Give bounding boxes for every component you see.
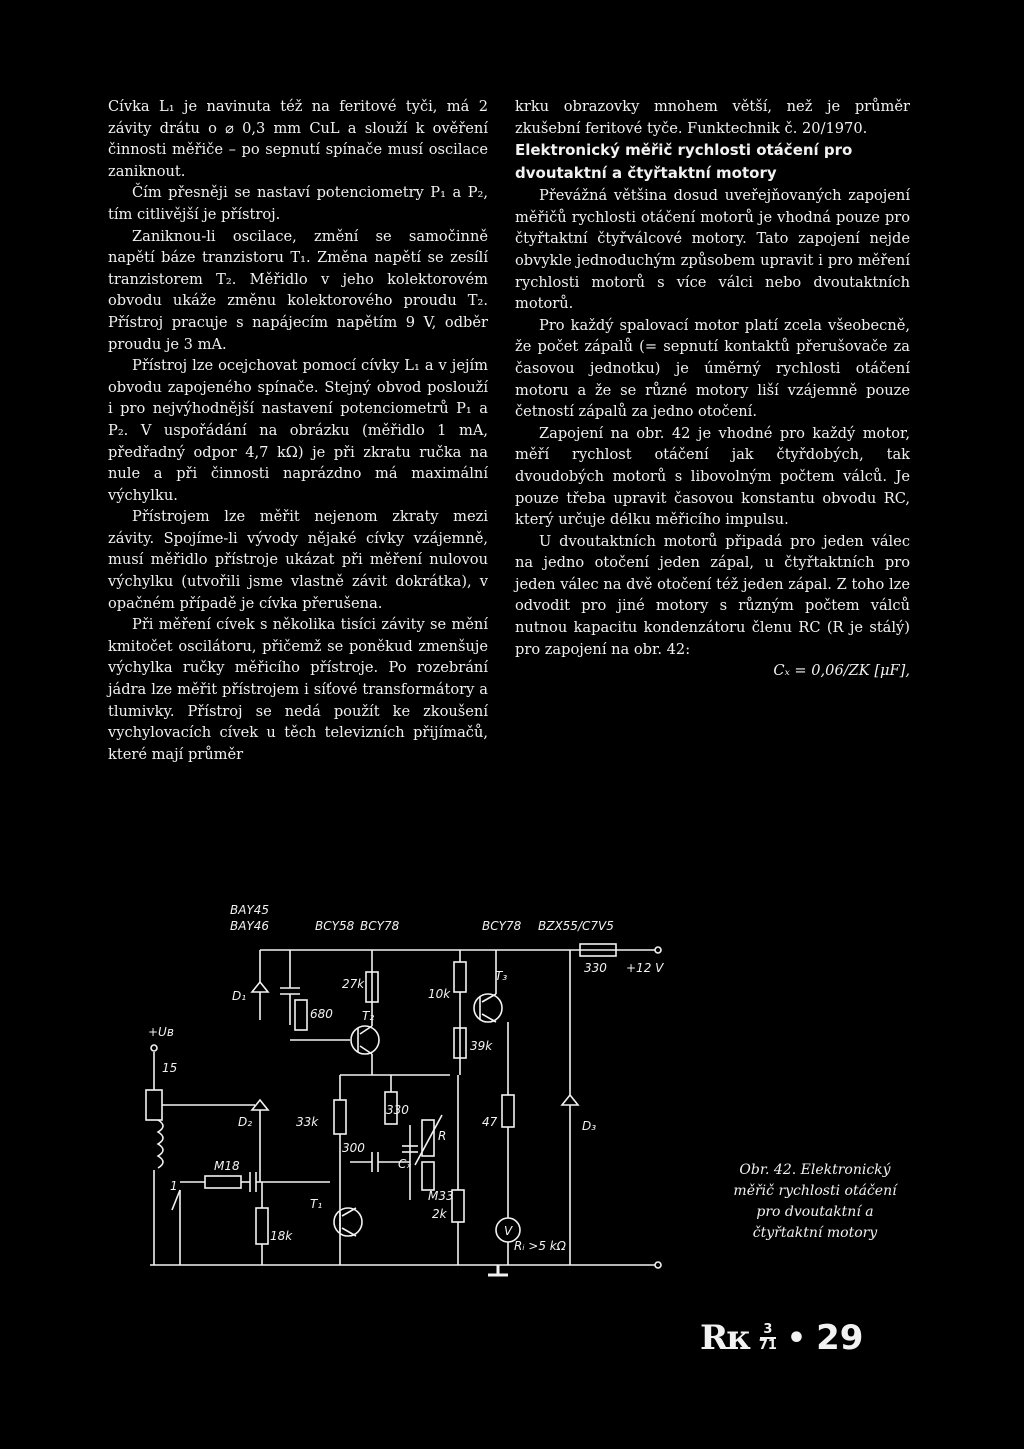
label: 300 bbox=[342, 1141, 365, 1155]
ignition-coil-icon bbox=[158, 1120, 163, 1168]
label: +Uʙ bbox=[148, 1025, 174, 1039]
page-footer bbox=[700, 1318, 863, 1358]
label: BAY46 bbox=[230, 919, 270, 933]
resistor-m18 bbox=[205, 1176, 241, 1188]
magazine-logo: Rᴋ bbox=[700, 1318, 749, 1358]
page-number: 29 bbox=[816, 1318, 864, 1358]
resistor-2k bbox=[452, 1190, 464, 1222]
supply-terminal bbox=[655, 947, 661, 953]
label: V bbox=[504, 1224, 513, 1238]
label: 15 bbox=[162, 1061, 178, 1075]
paragraph: Zapojení na obr. 42 je vhodné pro každý motor, měří rychlost otáčení jak čtyřdobých, tak dvoudobých motorů s libovolným počtem válců. Je pouze třeba upravit časovou konstantu obvodu RC, který určuje délku měřicího impulsu. bbox=[515, 424, 910, 529]
paragraph: Přístrojem lze měřit nejenom zkraty mezi závity. Spojíme-li vývody nějaké cívky vzájemně, musí měřidlo přístroje ukázat při měření nulovou výchylku (utvořili jsme vlastně závit dokrátka), v opačném případě je cívka přerušena. bbox=[108, 508, 488, 612]
resistor-r-variable bbox=[422, 1120, 434, 1156]
paragraph: Zaniknou-li oscilace, změní se samočinně napětí báze tranzistoru T₁. Změna napětí se zesílí tranzistorem T₂. Měřidlo v jeho kolektorovém obvodu ukáže změnu kolektorového proudu T₂. Přístroj pracuje s napájecím napětím 9 V, odběr proudu je 3 mA. bbox=[108, 227, 488, 353]
left-text-column bbox=[108, 96, 488, 765]
resistor-m33 bbox=[422, 1162, 434, 1190]
label: M18 bbox=[214, 1159, 240, 1173]
bullet-icon: • bbox=[786, 1320, 807, 1356]
label: T₁ bbox=[310, 1197, 323, 1211]
paragraph: Pro každý spalovací motor platí zcela všeobecně, že počet zápalů (= sepnutí kontaktů přerušovače za časovou jednotku) je úměrný rychlosti otáčení motoru a že se různé motory liší vzájemně pouze četností zápalů za jedno otočení. bbox=[515, 316, 910, 421]
diode-d1-icon bbox=[252, 982, 268, 992]
label: 39k bbox=[470, 1039, 493, 1053]
label: D₂ bbox=[238, 1115, 253, 1129]
label: Cₓ bbox=[398, 1157, 412, 1171]
resistor-33k bbox=[334, 1100, 346, 1134]
paragraph-continuation: krku obrazovky mnohem větší, než je průměr zkušební feritové tyče. Funktechnik č. 20/1970. bbox=[515, 98, 910, 137]
label: T₃ bbox=[495, 969, 508, 983]
label: M33 bbox=[428, 1189, 454, 1203]
label: 27k bbox=[342, 977, 365, 991]
label: Rᵢ >5 kΩ bbox=[514, 1239, 566, 1253]
ground-terminal bbox=[655, 1262, 661, 1268]
label: 330 bbox=[386, 1103, 409, 1117]
label: +12 V bbox=[626, 961, 664, 975]
paragraph: U dvoutaktních motorů připadá pro jeden válec na jedno otočení jeden zápal, u čtyřtaktních pro jeden válec na dvě otočení též jeden zápal. Z toho lze odvodit pro jiné motory s různým počtem válců nutnou kapacitu kondenzátoru členu RC (R je stálý) pro zapojení na obr. 42: bbox=[515, 532, 910, 658]
paragraph: Cívka L₁ je navinuta též na feritové tyči, má 2 závity drátu o ⌀ 0,3 mm CuL a slouží k ověření činnosti měřiče – po sepnutí spínače musí oscilace zaniknout. bbox=[108, 98, 488, 180]
issue-num: 3 bbox=[763, 1322, 773, 1338]
label: BCY78 bbox=[482, 919, 522, 933]
label: BZX55/C7V5 bbox=[538, 919, 614, 933]
breaker-contact-icon bbox=[172, 1190, 180, 1210]
input-terminal bbox=[151, 1045, 157, 1051]
article-heading: Elektronický měřič rychlosti otáčení pro dvoutaktní a čtyřtaktní motory bbox=[515, 141, 853, 183]
label: 330 bbox=[584, 961, 607, 975]
coil-block bbox=[146, 1090, 162, 1120]
label: 2k bbox=[432, 1207, 447, 1221]
label: T₂ bbox=[362, 1009, 375, 1023]
paragraph: Převážná většina dosud uveřejňovaných zapojení měřičů rychlosti otáčení motorů je vhodná pouze pro čtyřtaktní čtyřválcové motory. Tato zapojení nejde obvykle jednoduchým způsobem upravit i pro měření rychlosti motorů s více válci nebo dvoutaktních motorů. bbox=[515, 187, 910, 313]
paragraph: Čím přesněji se nastaví potenciometry P₁ a P₂, tím citlivější je přístroj. bbox=[108, 184, 488, 223]
label: BCY58 bbox=[315, 919, 355, 933]
label: 680 bbox=[310, 1007, 333, 1021]
label: D₃ bbox=[582, 1119, 597, 1133]
circuit-diagram bbox=[110, 900, 690, 1290]
zener-diode-d3-icon bbox=[562, 1095, 578, 1105]
paragraph: Přístroj lze ocejchovat pomocí cívky L₁ a v jejím obvodu zapojeného spínače. Stejný obvod poslouží i pro nejvýhodnější nastavení potenciometrů P₁ a P₂. V uspořádání na obrázku (měřidlo 1 mA, předřadný odpor 4,7 kΩ) je při zkratu ručka na nule a při činnosti naprázdno má maximální výchylku. bbox=[108, 357, 488, 504]
resistor-47 bbox=[502, 1095, 514, 1127]
label: 10k bbox=[428, 987, 451, 1001]
label: D₁ bbox=[232, 989, 247, 1003]
paragraph: Při měření cívek s několika tisíci závity se mění kmitočet oscilátoru, přičemž se poněkud zmenšuje výchylka ručky měřicího přístroje. Po rozebrání jádra lze měřit přístrojem i síťové transformátory a tlumivky. Přístroj se nedá použít ke zkoušení vychylovacích cívek u těch televizních přijímačů, které mají průměr bbox=[108, 616, 488, 763]
formula: Cₓ = 0,06/ZK [μF], bbox=[773, 662, 910, 680]
label: 47 bbox=[482, 1115, 498, 1129]
issue-year: 71 bbox=[758, 1337, 777, 1353]
label: 33k bbox=[296, 1115, 319, 1129]
resistor-18k bbox=[256, 1208, 268, 1244]
right-text-column bbox=[515, 96, 910, 682]
resistor-680 bbox=[295, 1000, 307, 1030]
issue-number bbox=[759, 1323, 777, 1353]
label: 1 bbox=[170, 1179, 178, 1193]
label: R bbox=[438, 1129, 447, 1143]
figure-caption: Obr. 42. Elektronický měřič rychlosti otáčení pro dvoutaktní a čtyřtaktní motory bbox=[733, 1162, 897, 1241]
label: 18k bbox=[270, 1229, 293, 1243]
label: BCY78 bbox=[360, 919, 400, 933]
label: BAY45 bbox=[230, 903, 270, 917]
resistor-10k bbox=[454, 962, 466, 992]
